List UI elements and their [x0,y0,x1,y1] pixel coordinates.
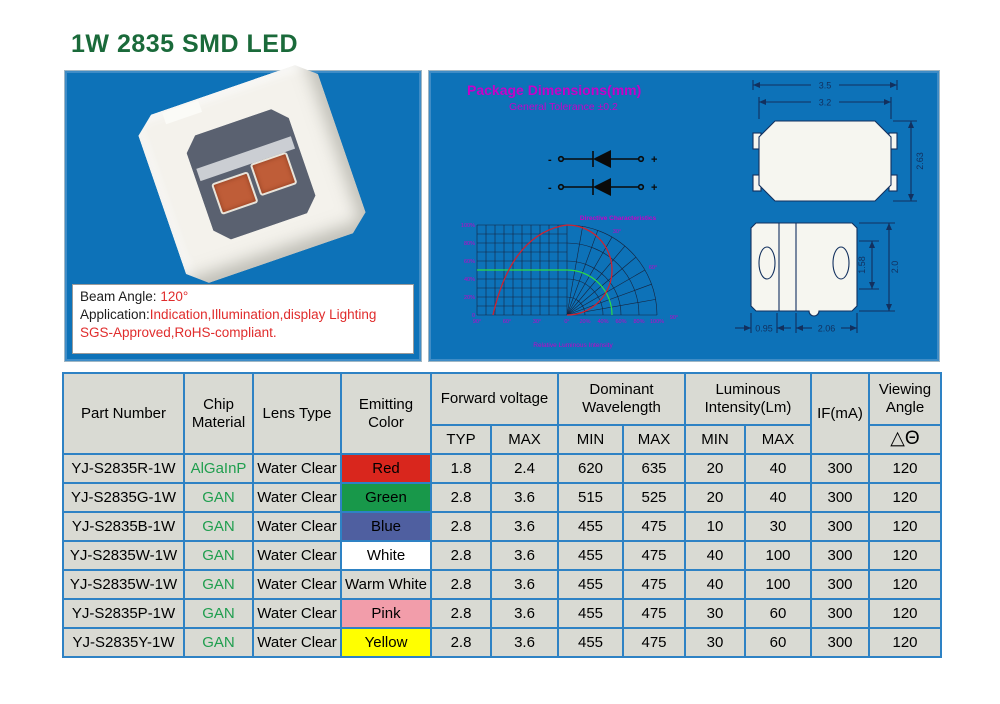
directivity-chart [455,211,685,351]
cell-value: 3.6 [491,483,558,512]
col-header-forward-voltage: Forward voltage [431,373,558,425]
cell-emitting-color: Pink [341,599,431,628]
svg-text:0: 0 [471,313,475,319]
cell-value: 120 [869,483,941,512]
svg-text:100%: 100% [460,223,475,229]
cell-value: 60 [745,628,811,657]
cell-value: 2.8 [431,541,491,570]
package-outline [759,121,891,201]
dim-pad-height: 1.58 [857,256,867,274]
application-line [80,306,406,324]
cell-value: 40 [745,483,811,512]
package-bottom-view [729,211,939,356]
cell-lens-type: Water Clear [253,454,341,483]
cell-part-number: YJ-S2835R-1W [63,454,184,483]
cell-value: 455 [558,599,623,628]
svg-text:20%: 20% [463,295,475,301]
cell-value: 475 [623,512,685,541]
table-body [63,454,941,657]
cell-value: 300 [811,483,869,512]
led-info-box [72,284,414,354]
svg-text:60°: 60° [648,265,658,271]
cell-chip-material: GAN [184,512,253,541]
compliance-line: SGS-Approved,RoHS-compliant. [80,324,277,340]
led-photo-panel [64,70,422,362]
cell-value: 3.6 [491,541,558,570]
cell-part-number: YJ-S2835G-1W [63,483,184,512]
cell-chip-material: GAN [184,541,253,570]
svg-text:90°: 90° [669,315,679,321]
cell-value: 455 [558,628,623,657]
beam-angle-label: Beam Angle: [80,289,157,304]
cell-value: 455 [558,512,623,541]
cell-value: 515 [558,483,623,512]
cell-chip-material: GAN [184,570,253,599]
cell-value: 40 [685,541,745,570]
subheader-max: MAX [491,425,558,454]
subheader-min: MIN [558,425,623,454]
cell-value: 3.6 [491,599,558,628]
cell-value: 475 [623,570,685,599]
cell-part-number: YJ-S2835P-1W [63,599,184,628]
chart-angle-labels [473,319,570,325]
table-row [63,599,941,628]
cell-chip-material: GAN [184,483,253,512]
cell-value: 120 [869,628,941,657]
application-label: Application: [80,306,150,322]
plus-sign: + [651,154,658,166]
cell-lens-type: Water Clear [253,512,341,541]
cell-chip-material: GAN [184,628,253,657]
subheader-min: MIN [685,425,745,454]
table-row [63,454,941,483]
cell-value: 455 [558,570,623,599]
cell-chip-material: GAN [184,599,253,628]
col-header-dominant-wavelength: Dominant Wavelength [558,373,685,425]
cell-value: 2.8 [431,628,491,657]
chart-arc-labels [613,229,678,321]
cell-emitting-color: Warm White [341,570,431,599]
cell-value: 20 [685,483,745,512]
cell-value: 120 [869,599,941,628]
subheader-max: MAX [745,425,811,454]
cell-value: 620 [558,454,623,483]
dim-total-height: 2.0 [890,260,900,274]
table-row [63,628,941,657]
svg-text:40%: 40% [463,277,475,283]
svg-text:90°: 90° [472,319,482,325]
svg-text:30°: 30° [532,319,542,325]
cell-lens-type: Water Clear [253,599,341,628]
cell-lens-type: Water Clear [253,628,341,657]
diode-symbol [548,178,657,196]
cell-value: 100 [745,570,811,599]
led-package [133,59,371,289]
cell-value: 2.8 [431,512,491,541]
col-header-chip-material: Chip Material [184,373,253,454]
cell-value: 120 [869,454,941,483]
svg-text:80%: 80% [633,319,645,325]
led-chip [211,171,259,216]
beam-angle-value: 120° [160,289,189,304]
cell-value: 455 [558,541,623,570]
cell-value: 120 [869,570,941,599]
dim-body-width: 2.06 [817,323,836,334]
cell-value: 120 [869,541,941,570]
cell-part-number: YJ-S2835B-1W [63,512,184,541]
cell-lens-type: Water Clear [253,483,341,512]
col-header-if-ma: IF(mA) [811,373,869,454]
dim-width-inner: 3.2 [818,97,832,108]
polarity-diagram [545,143,675,203]
cell-value: 40 [685,570,745,599]
cell-value: 475 [623,628,685,657]
cell-value: 300 [811,512,869,541]
cell-value: 30 [745,512,811,541]
minus-sign: - [548,182,552,194]
delta-theta-symbol: △Θ [869,425,941,454]
subheader-max: MAX [623,425,685,454]
cell-value: 60 [745,599,811,628]
cell-value: 300 [811,454,869,483]
tolerance-note: General Tolerance ±0.2 [509,101,618,113]
cell-part-number: YJ-S2835W-1W [63,541,184,570]
cell-value: 525 [623,483,685,512]
led-electrode-tab [163,100,203,124]
cell-value: 100 [745,541,811,570]
cell-value: 3.6 [491,570,558,599]
led-photo [133,59,371,289]
chart-title: Directive Characteristics [579,215,657,222]
col-header-part-number: Part Number [63,373,184,454]
table-row [63,512,941,541]
diode-symbol [548,150,657,168]
cell-value: 635 [623,454,685,483]
cell-value: 2.8 [431,599,491,628]
cell-part-number: YJ-S2835W-1W [63,570,184,599]
cell-value: 30 [685,599,745,628]
dim-pad-width: 0.95 [755,323,773,334]
beam-angle-line [80,288,406,306]
cell-value: 300 [811,599,869,628]
table-row [63,541,941,570]
cell-value: 2.4 [491,454,558,483]
svg-text:0°: 0° [564,319,570,325]
cell-emitting-color: Blue [341,512,431,541]
cell-value: 2.8 [431,483,491,512]
cell-lens-type: Water Clear [253,570,341,599]
led-cavity [182,105,320,245]
cell-value: 3.6 [491,512,558,541]
table-row [63,483,941,512]
spec-table [62,372,942,658]
svg-text:80%: 80% [463,241,475,247]
cell-emitting-color: White [341,541,431,570]
cell-emitting-color: Green [341,483,431,512]
chart-x-label: Relative Luminous Intensity [533,342,613,349]
package-top-view [735,75,935,210]
svg-text:60%: 60% [463,259,475,265]
table-row [63,570,941,599]
svg-text:60%: 60% [615,319,627,325]
col-header-viewing-angle: Viewing Angle [869,373,941,425]
plus-sign: + [651,182,658,194]
svg-text:30°: 30° [612,229,622,235]
cell-value: 300 [811,541,869,570]
svg-text:40%: 40% [597,319,609,325]
cell-chip-material: AlGaInP [184,454,253,483]
cell-value: 3.6 [491,628,558,657]
cell-value: 40 [745,454,811,483]
package-bottom-outline [751,223,857,316]
cell-lens-type: Water Clear [253,541,341,570]
cell-emitting-color: Yellow [341,628,431,657]
cell-part-number: YJ-S2835Y-1W [63,628,184,657]
cell-value: 30 [685,628,745,657]
page-title: 1W 2835 SMD LED [71,30,299,58]
cell-value: 300 [811,628,869,657]
application-value: Indication,Illumination,display Lighting [149,306,377,322]
cell-value: 300 [811,570,869,599]
col-header-emitting-color: Emitting Color [341,373,431,454]
subheader-typ: TYP [431,425,491,454]
col-header-luminous-intensity: Luminous Intensity(Lm) [685,373,811,425]
cell-value: 10 [685,512,745,541]
cell-value: 120 [869,512,941,541]
svg-text:20%: 20% [579,319,591,325]
dim-height: 2.63 [915,152,925,170]
cell-value: 1.8 [431,454,491,483]
package-dimensions-panel [428,70,940,362]
cell-emitting-color: Red [341,454,431,483]
col-header-lens-type: Lens Type [253,373,341,454]
cell-value: 2.8 [431,570,491,599]
cell-value: 475 [623,541,685,570]
cell-value: 20 [685,454,745,483]
dim-width-outer: 3.5 [818,80,832,91]
svg-text:60°: 60° [502,319,512,325]
chart-radial-labels [579,319,664,325]
package-dimensions-title: Package Dimensions(mm) [467,82,642,98]
cell-value: 475 [623,599,685,628]
minus-sign: - [548,154,552,166]
svg-text:100%: 100% [649,319,665,325]
chart-y-axis-labels [461,223,475,319]
